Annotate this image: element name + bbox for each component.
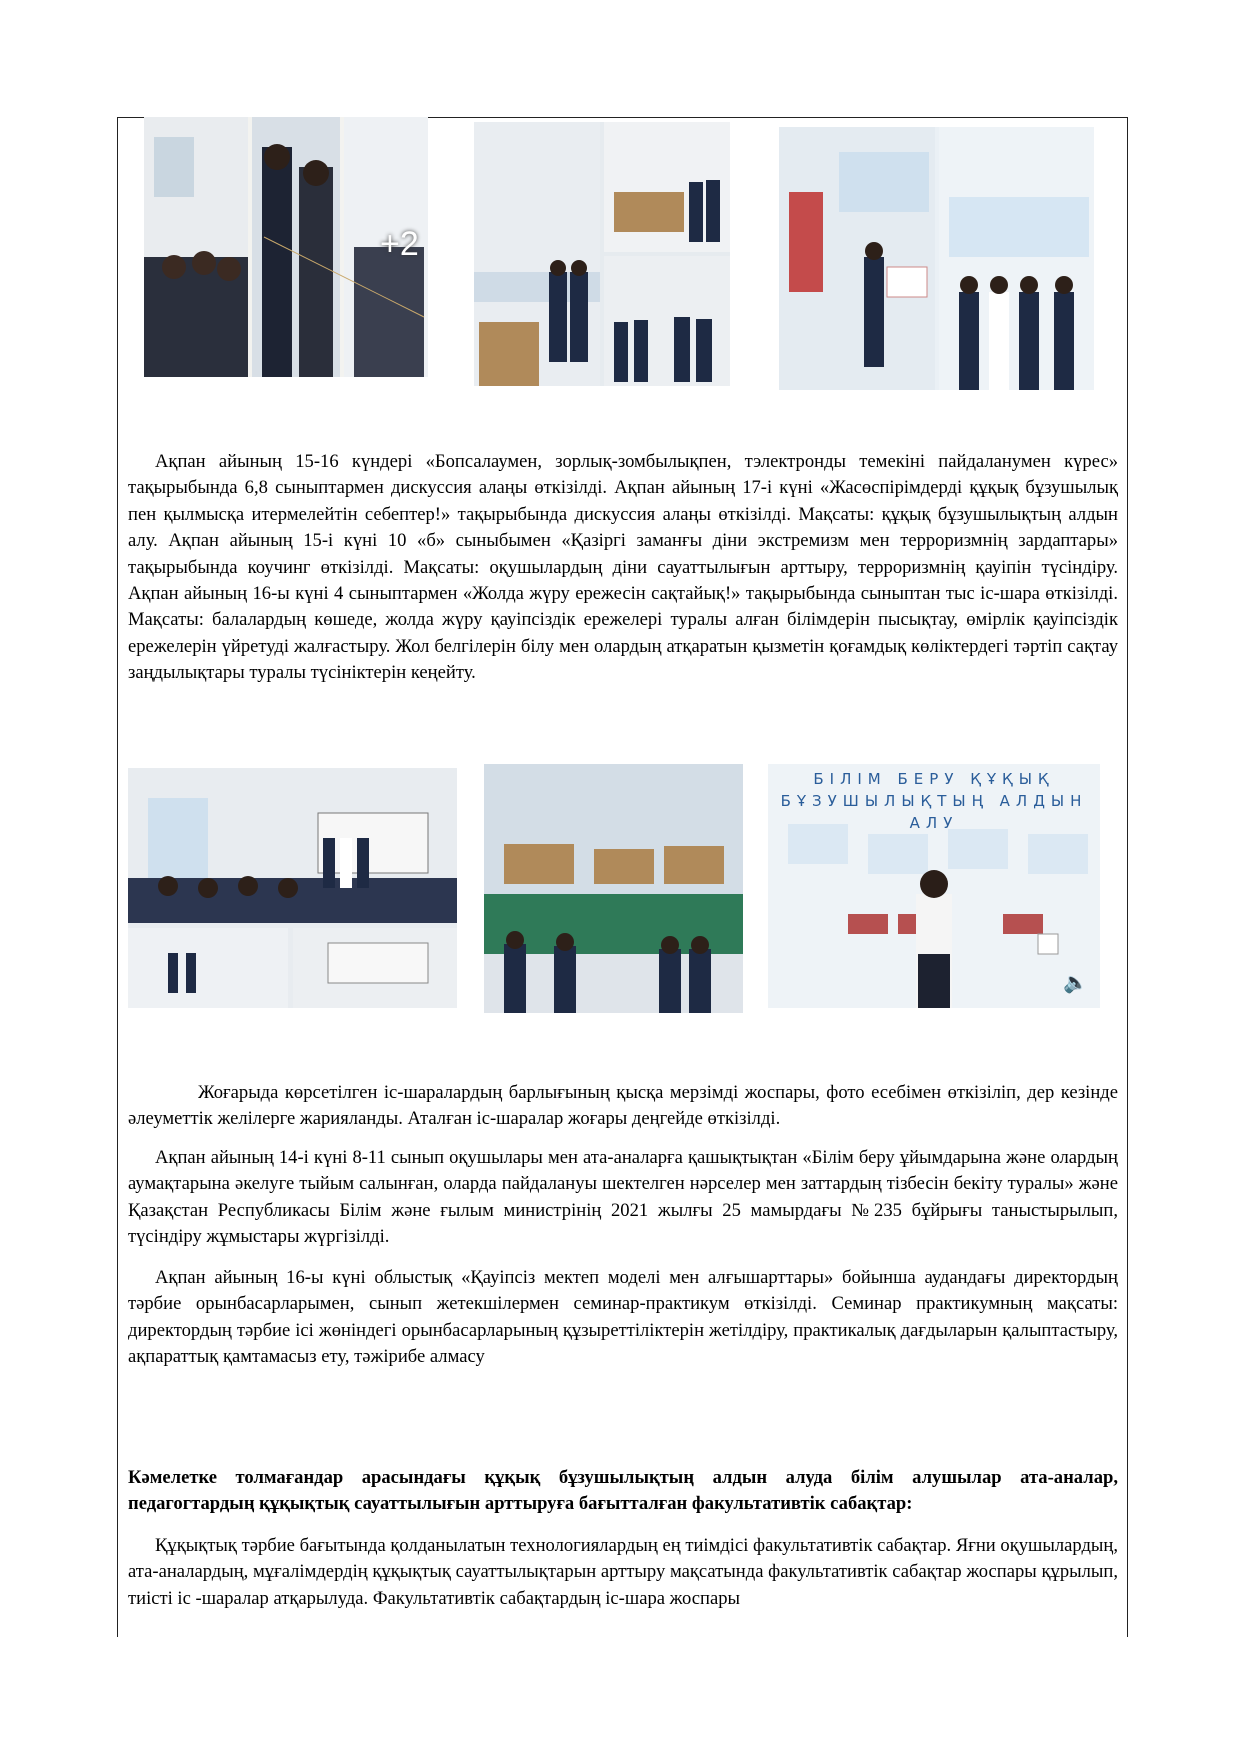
photo-collage-classroom [474, 122, 730, 386]
section-heading: Кәмелетке толмағандар арасындағы құқық бұзушылықтың алдын алуда білім алушылар ата-аналар, педагогтардың құқықтық сауаттылығын арттыруға бағытталған факультативтік сабақтар: [128, 1467, 1118, 1514]
photo-collage-class-lesson [484, 764, 743, 1013]
paragraph-electives: Құқықтық тәрбие бағытында қолданылатын технологиялардың ең тиімдісі факультативтік сабақтар. Яғни оқушылардың, ата-аналардың, мұғалімдердің құқықтық сауаттылықтарын арттыру мақсатында факультативтік сабақтар жоспары құрылып, тиісті іс -шаралар атқарылуда. Факультативтік сабақтардың іс-шара жоспары [128, 1535, 1118, 1609]
more-photos-overlay: +2 [380, 225, 419, 263]
photo-student-speaking [768, 764, 1100, 1008]
sound-icon[interactable]: 🔈 [1063, 970, 1088, 994]
paragraph-february-events: Ақпан айының 15-16 күндері «Бопсалаумен, зорлық-зомбылықпен, тэлектронды темекіні пайдаланумен күрес» тақырыбында 6,8 сыныптармен дискуссия алаңы өткізілді. Ақпан айының 17-і күні «Жасөспірімдерді құқық бұзушылық пен қылмысқа итермелейтін себептер!» тақырыбында дискуссия алаңы өткізілді. Мақсаты: құқық бұзушылықтың алдын алу. Ақпан айының 15-і күні 10 «б» сыныбымен «Қазіргі заманғы діни экстремизм мен терроризмнің зардаптары» тақырыбында коучинг өткізілді. Мақсаты: оқушылардың діни сауаттылығын арттыру, терроризмнің қауіпін түсіндіру. Ақпан айының 16-ы күні 4 сыныптармен «Жолда жүру ережесін сақтайық!» тақырыбында сыныптан тыс іс-шара өткізілді. Мақсаты: балалардың көшеде, жолда жүру қауіпсіздік ережелері туралы алған білімдерін пысықтау, өмірлік қауіпсіздік ережелерін үйретуді жалғастыру. Жол белгілерін білу мен олардың атқаратын қызметін қоғамдық көліктердегі тәртіп сақтау заңдылықтары туралы түсініктерін кеңейту. [128, 451, 1118, 684]
paragraph-remote-meeting: Ақпан айының 14-і күні 8-11 сынып оқушылары мен ата-аналарға қашықтықтан «Білім беру ұйымдарына және олардың аумақтарына әкелуге тыйым салынған, оларда пайдалануы шектелген нәрселер мен заттардың тізбесін бекіту туралы» және Қазақстан Республикасы Білім және ғылым министрінің 2021 жылғы 25 мамырдағы №235 бұйрығы таныстырылып, түсіндіру жұмыстары жүргізілді. [128, 1147, 1118, 1248]
paragraph-seminar: Ақпан айының 16-ы күні облыстық «Қауіпсіз мектеп моделі мен алғышарттары» бойынша аудандағы директордың тәрбие орынбасарларымен, сынып жетекшілермен семинар-практикум өткізілді. Семинар практикумның мақсаты: директордың тәрбие ісі жөніндегі орынбасарларының құзыреттіліктерін жетілдіру, практикалық дағдыларын қалыптастыру, ақпараттық қамтамасыз ету, тәжірибе алмасу [128, 1267, 1118, 1368]
paragraph-report-summary: Жоғарыда көрсетілген іс-шаралардың барлығының қысқа мерзімді жоспары, фото есебімен өткізіліп, дер кезінде әлеуметтік желілерге жарияланды. Аталған іс-шаралар жоғары деңгейде өткізілді. [128, 1082, 1118, 1130]
photo-collage-students-posters [779, 127, 1094, 390]
photo-collage-auditorium [128, 768, 457, 1008]
wall-banner: БІЛІМ БЕРУ ҚҰҚЫҚ БҰЗУШЫЛЫҚТЫҢ АЛДЫН АЛУ [780, 770, 1088, 832]
